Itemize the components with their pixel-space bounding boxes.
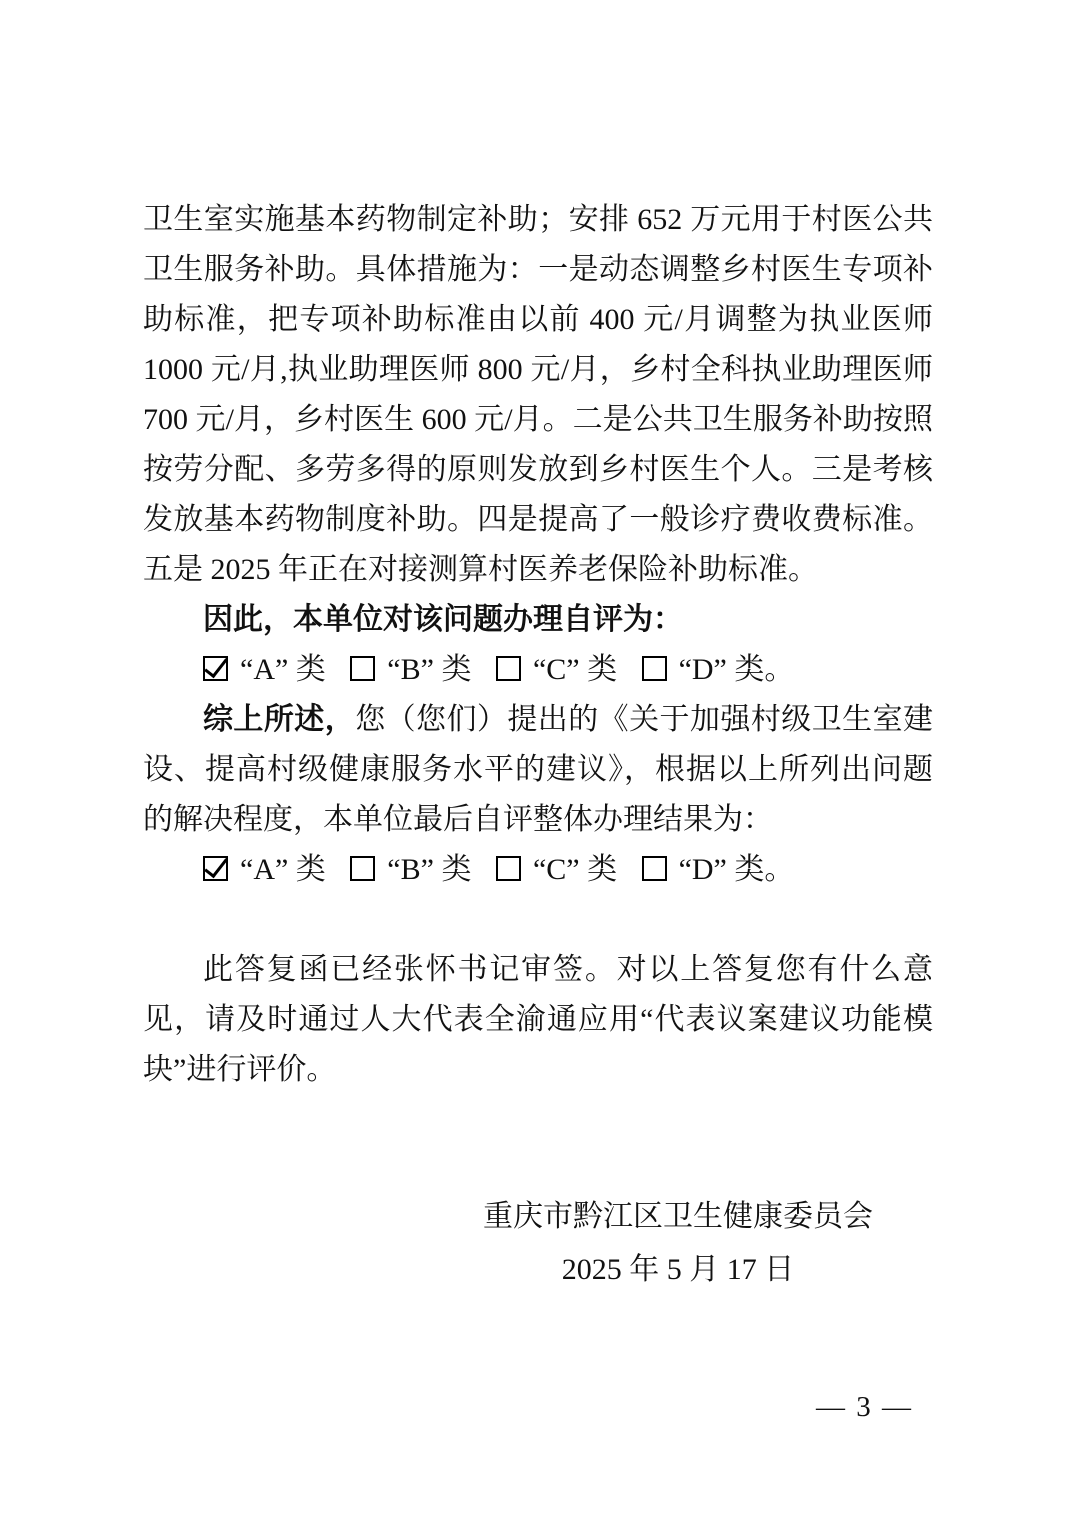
rating-label-c: “C” 类 [532,653,618,686]
checkbox-empty-icon [350,856,375,881]
checkbox-empty-icon [496,856,521,881]
rating-label-b: “B” 类 [387,653,472,686]
rating-label-d: “D” 类。 [678,853,795,886]
rating-label-a: “A” 类 [240,853,326,886]
rating-option-b-1 [350,653,471,686]
checkbox-checked-icon [203,856,228,881]
rating-label-c: “C” 类 [532,853,618,886]
checkbox-empty-icon [350,656,375,681]
rating-option-c-1 [496,653,617,686]
page-number: — 3 — [816,1391,913,1423]
summary-lead: 综上所述， [203,703,356,736]
paragraph-measures: 卫生室实施基本药物制定补助；安排 652 万元用于村医公共卫生服务补助。具体措施为：一是动态调整乡村医生专项补助标准，把专项补助标准由以前 400 元/月调整为执业医师 1000 元/月,执业助理医师 800 元/月，乡村全科执业助理医师 700 元/月，乡村医生 600 元/月。二是公共卫生服务补助按照按劳分配、多劳多得的原则发放到乡村医生个人。三是考核发放基本药物制度补助。四是提高了一般诊疗费收费标准。五是 2025 年正在对接测算村医养老保险补助标准。 [143,203,933,586]
checkbox-empty-icon [496,656,521,681]
rating-option-a-2 [203,853,326,886]
rating-row-1 [143,645,933,695]
signature-date: 2025 年 5 月 17 日 [561,1253,795,1286]
checkbox-empty-icon [642,656,667,681]
rating-option-d-1 [642,653,795,686]
paragraph-review-note: 此答复函已经张怀书记审签。对以上答复您有什么意见，请及时通过人大代表全渝通应用“代表议案建议功能模块”进行评价。 [143,953,933,1086]
rating-option-d-2 [642,853,795,886]
paragraph-summary [143,695,933,845]
rating-label-d: “D” 类。 [678,653,795,686]
rating-label-a: “A” 类 [240,653,326,686]
checkbox-empty-icon [642,856,667,881]
rating-row-2 [143,845,933,895]
signature-organization: 重庆市黔江区卫生健康委员会 [483,1200,873,1233]
signature-block [483,1190,873,1296]
checkbox-checked-icon [203,656,228,681]
rating-option-a-1 [203,653,326,686]
document-body [143,195,933,1296]
summary-rest: 您（您们）提出的《关于加强村级卫生室建设、提高村级健康服务水平的建议》，根据以上所列出问题的解决程度，本单位最后自评整体办理结果为： [143,703,934,836]
paragraph-self-eval-intro: 因此，本单位对该问题办理自评为： [203,603,683,636]
rating-option-c-2 [496,853,617,886]
rating-label-b: “B” 类 [387,853,472,886]
rating-option-b-2 [350,853,471,886]
